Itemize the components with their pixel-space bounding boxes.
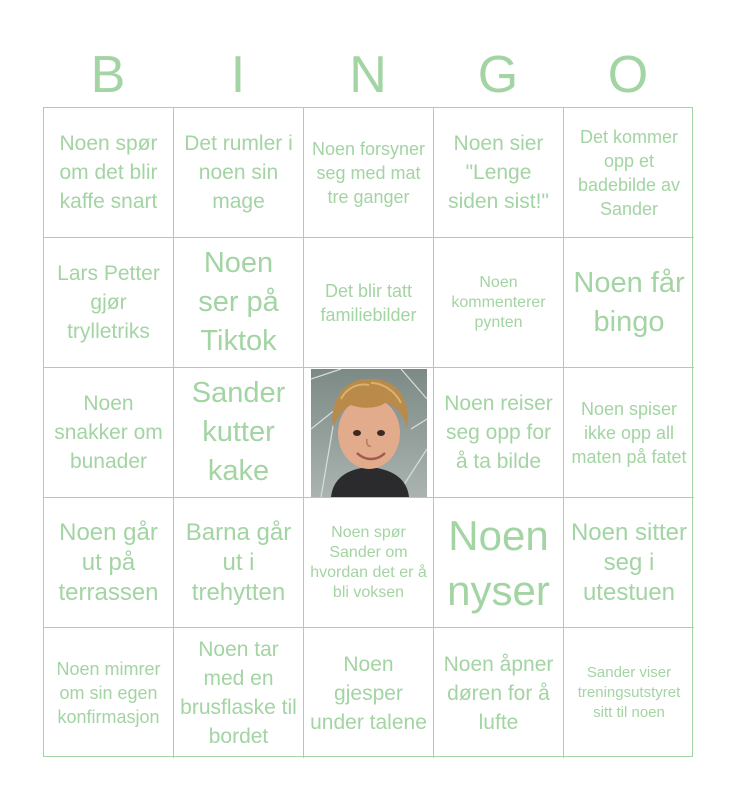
bingo-cell[interactable] bbox=[434, 628, 564, 758]
cell-text: Barna går ut i trehytten bbox=[185, 518, 292, 606]
cell-text: Noen får bingo bbox=[573, 266, 685, 338]
bingo-cell[interactable] bbox=[304, 108, 434, 238]
bingo-cell[interactable] bbox=[304, 498, 434, 628]
bingo-cell[interactable] bbox=[434, 238, 564, 368]
cell-text: Noen ser på Tiktok bbox=[198, 247, 279, 357]
cell-text: Noen går ut på terrassen bbox=[58, 518, 159, 606]
cell-text: Det rumler i noen sin mage bbox=[184, 132, 293, 213]
bingo-cell[interactable] bbox=[44, 498, 174, 628]
bingo-cell[interactable] bbox=[174, 238, 304, 368]
bingo-cell[interactable] bbox=[304, 628, 434, 758]
bingo-cell[interactable] bbox=[564, 498, 694, 628]
bingo-cell[interactable] bbox=[564, 628, 694, 758]
cell-text: Noen åpner døren for å lufte bbox=[443, 652, 554, 734]
bingo-cell[interactable] bbox=[434, 108, 564, 238]
header-letter-i: I bbox=[230, 46, 246, 104]
cell-text: Noen mimrer om sin egen konfirmasjon bbox=[56, 659, 161, 727]
header-letter-n: N bbox=[349, 46, 387, 104]
bingo-cell[interactable] bbox=[174, 368, 304, 498]
cell-text: Sander viser treningsutstyret sitt til noen bbox=[577, 664, 681, 721]
cell-text: Noen spør Sander om hvordan det er å bli voksen bbox=[310, 523, 427, 601]
bingo-cell[interactable] bbox=[564, 108, 694, 238]
cell-text: Det blir tatt familiebilder bbox=[320, 280, 417, 325]
portrait-photo bbox=[311, 369, 427, 497]
bingo-cell[interactable] bbox=[44, 238, 174, 368]
cell-text: Det kommer opp et badebilde av Sander bbox=[577, 126, 681, 219]
bingo-cell[interactable] bbox=[44, 368, 174, 498]
bingo-cell[interactable] bbox=[304, 238, 434, 368]
bingo-cell[interactable] bbox=[434, 368, 564, 498]
cell-text: Noen sier "Lenge siden sist!" bbox=[448, 132, 549, 213]
bingo-cell[interactable] bbox=[44, 108, 174, 238]
bingo-cell[interactable] bbox=[564, 368, 694, 498]
cell-text: Noen spiser ikke opp all maten på fatet bbox=[571, 398, 687, 467]
bingo-grid bbox=[43, 107, 693, 757]
cell-text: Noen sitter seg i utestuen bbox=[570, 518, 688, 606]
free-space-photo-cell[interactable] bbox=[304, 368, 434, 498]
bingo-cell[interactable] bbox=[44, 628, 174, 758]
bingo-cell[interactable] bbox=[174, 108, 304, 238]
cell-text: Noen tar med en brusflaske til bordet bbox=[180, 638, 297, 748]
cell-text: Sander kutter kake bbox=[191, 377, 286, 487]
header-letter-o: O bbox=[607, 46, 649, 104]
bingo-cell[interactable] bbox=[564, 238, 694, 368]
bingo-cell[interactable] bbox=[434, 498, 564, 628]
cell-text: Noen spør om det blir kaffe snart bbox=[59, 132, 158, 213]
bingo-cell[interactable] bbox=[174, 628, 304, 758]
cell-text: Noen gjesper under talene bbox=[310, 652, 427, 734]
bingo-cell[interactable] bbox=[174, 498, 304, 628]
header-letter-b: B bbox=[90, 46, 126, 104]
cell-text: Noen kommenterer pynten bbox=[451, 273, 546, 331]
cell-text: Lars Petter gjør trylletriks bbox=[57, 262, 160, 343]
bingo-header bbox=[43, 42, 693, 108]
cell-text: Noen forsyner seg med mat tre ganger bbox=[311, 138, 426, 207]
cell-text: Noen nyser bbox=[447, 511, 550, 614]
cell-text: Noen snakker om bunader bbox=[54, 392, 163, 473]
cell-text: Noen reiser seg opp for å ta bilde bbox=[444, 392, 553, 473]
header-letter-g: G bbox=[477, 46, 519, 104]
